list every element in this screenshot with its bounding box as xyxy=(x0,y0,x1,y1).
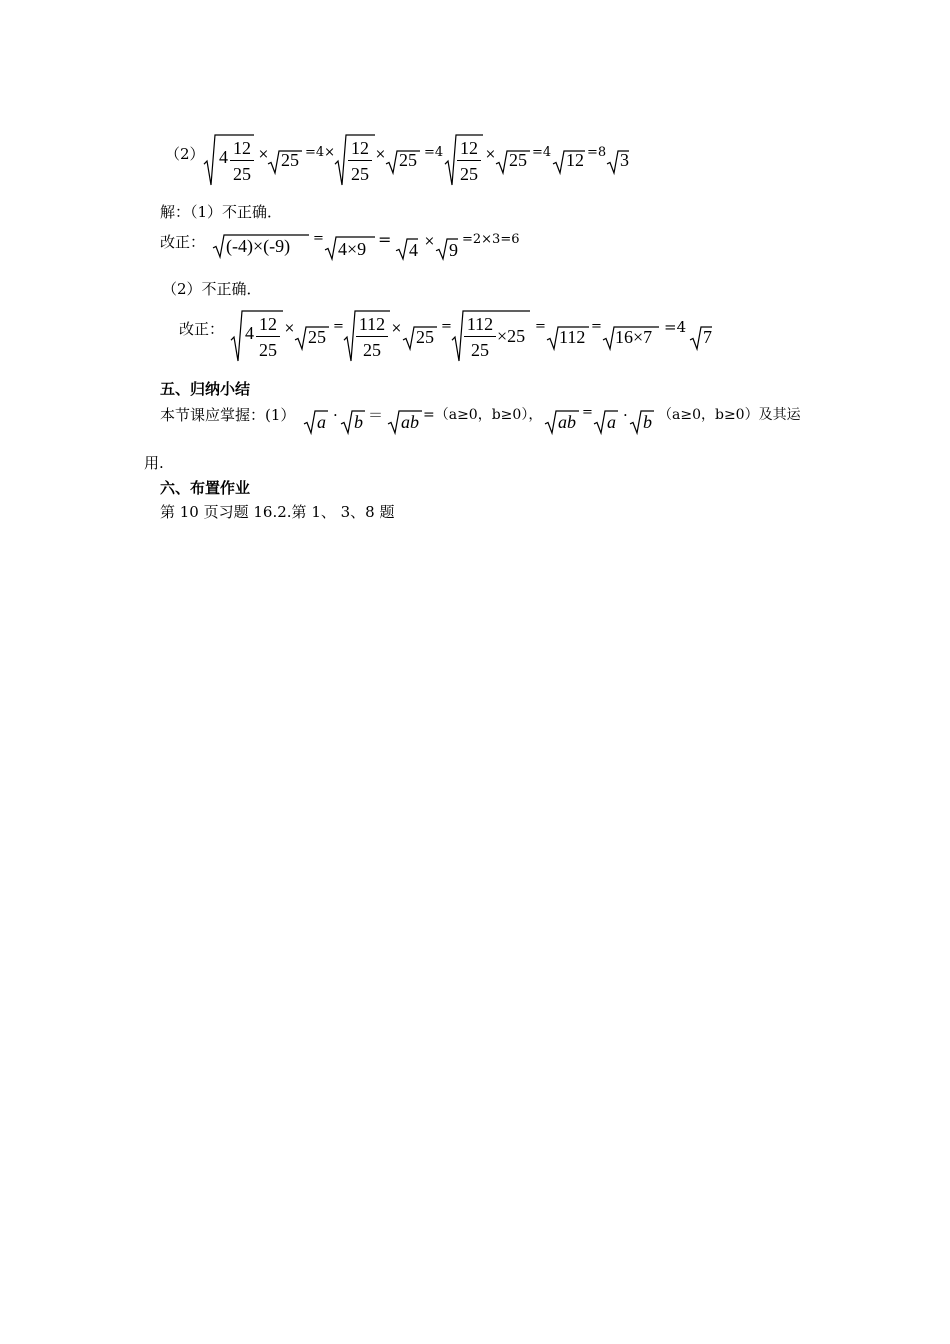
fraction-6-bar xyxy=(464,336,496,337)
correction-1-label: 改正： xyxy=(160,233,206,251)
times-1: × xyxy=(258,147,269,162)
eq-2: = xyxy=(333,319,344,334)
section-6-title: 六、布置作业 xyxy=(160,479,251,497)
eq-big: = xyxy=(378,230,392,249)
eq-4x: =4× xyxy=(305,145,336,160)
mixed-int-2: 4 xyxy=(245,323,254,343)
times-2: × xyxy=(375,147,386,162)
fraction-1 xyxy=(230,138,254,184)
times-6: × xyxy=(391,321,402,336)
var-ab-2: ab xyxy=(558,412,576,432)
radicand-9: 9 xyxy=(449,240,458,260)
fraction-1-num: 12 xyxy=(233,138,251,158)
eq-fullwidth: ＝ xyxy=(368,406,384,424)
times-4: × xyxy=(424,234,435,249)
fraction-1-bar xyxy=(230,160,254,161)
section-5-title: 五、归纳小结 xyxy=(160,380,251,398)
eq-4-a: =4 xyxy=(424,145,444,160)
radicand-25-c: 25 xyxy=(509,150,527,170)
var-b: b xyxy=(354,412,363,432)
solution-2-label: （2）不正确． xyxy=(162,280,262,298)
eq-8: =8 xyxy=(587,145,607,160)
problem-2-prefix: （2） xyxy=(165,145,205,163)
fraction-1-den: 25 xyxy=(233,164,251,184)
fraction-3-den: 25 xyxy=(460,164,478,184)
condition-1: =（a≥0，b≥0）， xyxy=(423,407,543,423)
eq-1: = xyxy=(313,231,324,246)
correction-2-label: 改正： xyxy=(179,320,225,338)
radicand-4x9: 4×9 xyxy=(338,239,367,259)
fraction-3-bar xyxy=(457,160,481,161)
fraction-6-den: 25 xyxy=(471,340,489,360)
var-a: a xyxy=(317,412,326,432)
fraction-4-num: 12 xyxy=(259,314,277,334)
fraction-5-bar xyxy=(356,336,388,337)
radicand-25-a: 25 xyxy=(281,150,299,170)
fraction-3-num: 12 xyxy=(460,138,478,158)
eq-4-b: =4 xyxy=(532,145,552,160)
summary-tail: 用. xyxy=(144,454,164,472)
fraction-4-den: 25 xyxy=(259,340,277,360)
times-3: × xyxy=(485,147,496,162)
var-b-2: b xyxy=(643,412,652,432)
dot-2: · xyxy=(623,406,628,424)
dot-1: · xyxy=(333,406,338,424)
fraction-6 xyxy=(464,314,496,360)
radicand-7: 7 xyxy=(703,327,712,347)
summary-prefix: 本节课应掌握：(1） xyxy=(160,406,296,424)
fraction-6-num: 112 xyxy=(466,314,494,334)
var-a-2: a xyxy=(607,412,616,432)
fraction-2-num: 12 xyxy=(351,138,369,158)
times-5: × xyxy=(284,321,295,336)
mixed-int-1: 4 xyxy=(219,147,228,167)
radicand-16x7: 16×7 xyxy=(615,327,653,347)
result-6: =2×3=6 xyxy=(462,232,520,247)
radicand-4: 4 xyxy=(409,240,418,260)
fraction-5-den: 25 xyxy=(363,340,381,360)
eq-4: = xyxy=(535,319,546,334)
radicand-25-e: 25 xyxy=(416,327,434,347)
solution-1-label: 解：（1）不正确． xyxy=(160,203,283,221)
fraction-2-den: 25 xyxy=(351,164,369,184)
radicand-12: 12 xyxy=(566,150,584,170)
fraction-5 xyxy=(356,314,388,360)
condition-2: （a≥0，b≥0）及其运 xyxy=(658,407,801,423)
eq-6: = xyxy=(582,405,593,420)
radicand-3: 3 xyxy=(620,150,629,170)
radicand-neg4-neg9: (-4)×(-9) xyxy=(226,236,291,256)
radicand-112: 112 xyxy=(559,327,586,347)
fraction-4 xyxy=(256,314,280,360)
var-ab: ab xyxy=(401,412,419,432)
homework-text: 第 10 页习题 16.2.第 1、 3、8 题 xyxy=(160,503,395,521)
fraction-2 xyxy=(348,138,372,184)
eq-3: = xyxy=(441,319,452,334)
eq-5: = xyxy=(591,319,602,334)
eq-4-c: =4 xyxy=(664,318,687,336)
radicand-25-b: 25 xyxy=(399,150,417,170)
fraction-3 xyxy=(457,138,481,184)
fraction-5-num: 112 xyxy=(358,314,386,334)
fraction-4-bar xyxy=(256,336,280,337)
times-25: ×25 xyxy=(497,326,526,346)
fraction-2-bar xyxy=(348,160,372,161)
radicand-25-d: 25 xyxy=(308,327,326,347)
